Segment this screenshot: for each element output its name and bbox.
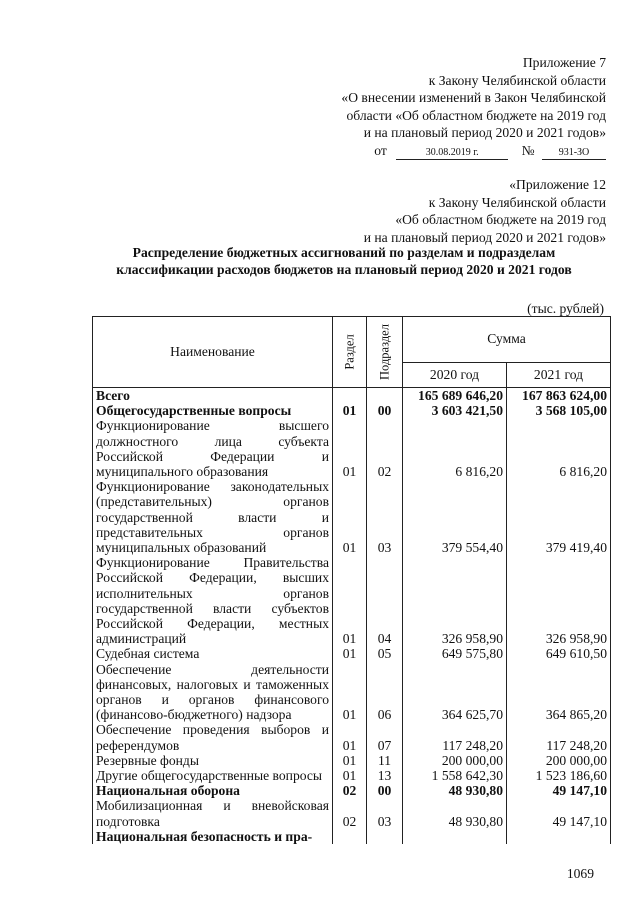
row-name: Национальная оборона <box>93 783 333 798</box>
row-amount-2021: 6 816,20 <box>507 418 611 479</box>
document-title-line-2: классификации расходов бюджетов на плановый период 2020 и 2021 годов <box>116 262 572 277</box>
table-row <box>93 479 611 555</box>
inner-appendix-header <box>364 176 606 246</box>
inner-appendix-law-name-2: и на плановый период 2020 и 2021 годов» <box>363 229 606 245</box>
row-name: Функционирование Правительства Российской Федерации, высших исполнительных органов государственной власти субъектов Российской Федерации, местных администраций <box>93 555 333 646</box>
col-header-2020: 2020 год <box>403 362 507 387</box>
row-amount-2021: 167 863 624,00 <box>507 388 611 404</box>
row-amount-2020: 117 248,20 <box>403 722 507 752</box>
table-row <box>93 646 611 661</box>
units-label: (тыс. рублей) <box>527 301 604 316</box>
col-header-section <box>333 317 367 388</box>
table-row <box>93 403 611 418</box>
appendix-law-ref: к Закону Челябинской области <box>428 72 606 88</box>
appendix-law-name-3: и на плановый период 2020 и 2021 годов» <box>363 125 606 140</box>
table-row <box>93 555 611 646</box>
page-number: 1069 <box>566 866 594 881</box>
row-amount-2020: 379 554,40 <box>403 479 507 555</box>
row-name: Национальная безопасность и пра- <box>93 829 333 844</box>
table-row <box>93 418 611 479</box>
row-section: 02 <box>333 783 367 798</box>
table-row <box>93 662 611 723</box>
appendix-date-line <box>341 142 606 160</box>
table-header <box>93 317 611 388</box>
row-name: Обеспечение проведения выборов и референдумов <box>93 722 333 752</box>
row-amount-2020: 48 930,80 <box>403 798 507 828</box>
row-subsection: 00 <box>367 783 403 798</box>
row-name: Резервные фонды <box>93 753 333 768</box>
row-name: Мобилизационная и вневойсковая подготовка <box>93 798 333 828</box>
row-name: Функционирование высшего должностного лица субъекта Российской Федерации и муниципального образования <box>93 418 333 479</box>
row-subsection: 11 <box>367 753 403 768</box>
appendix-law-name-1: «О внесении изменений в Закон Челябинской <box>341 90 606 105</box>
row-section: 01 <box>333 722 367 752</box>
row-amount-2020: 3 603 421,50 <box>403 403 507 418</box>
inner-appendix-title: «Приложение 12 <box>509 177 606 192</box>
row-subsection: 06 <box>367 662 403 723</box>
row-amount-2021: 1 523 186,60 <box>507 768 611 783</box>
row-subsection: 03 <box>367 798 403 828</box>
budget-table <box>92 316 611 844</box>
row-amount-2020 <box>403 829 507 844</box>
row-amount-2021: 326 958,90 <box>507 555 611 646</box>
row-subsection <box>367 388 403 404</box>
row-section: 01 <box>333 418 367 479</box>
col-header-sum: Сумма <box>403 317 611 363</box>
row-section <box>333 388 367 404</box>
row-subsection: 04 <box>367 555 403 646</box>
row-amount-2020: 200 000,00 <box>403 753 507 768</box>
inner-appendix-law-ref: к Закону Челябинской области <box>428 194 606 210</box>
row-amount-2021: 364 865,20 <box>507 662 611 723</box>
table-row <box>93 829 611 844</box>
row-section: 01 <box>333 662 367 723</box>
col-header-subsection <box>367 317 403 388</box>
row-subsection <box>367 829 403 844</box>
table-row <box>93 753 611 768</box>
row-name: Общегосударственные вопросы <box>93 403 333 418</box>
row-section: 01 <box>333 753 367 768</box>
row-subsection: 05 <box>367 646 403 661</box>
col-header-section-label: Раздел <box>342 334 356 370</box>
row-amount-2020: 1 558 642,30 <box>403 768 507 783</box>
row-name: Обеспечение деятельности финансовых, налоговых и таможенных органов и органов финансового (финансово-бюджетного) надзора <box>93 662 333 723</box>
number-label: № <box>521 142 535 158</box>
row-amount-2021: 379 419,40 <box>507 479 611 555</box>
appendix-title: Приложение 7 <box>522 55 606 70</box>
row-amount-2021 <box>507 829 611 844</box>
table-row <box>93 798 611 828</box>
appendix-header <box>341 54 606 160</box>
row-section: 01 <box>333 479 367 555</box>
row-subsection: 13 <box>367 768 403 783</box>
row-amount-2020: 6 816,20 <box>403 418 507 479</box>
table-row <box>93 783 611 798</box>
row-amount-2021: 3 568 105,00 <box>507 403 611 418</box>
table-row <box>93 722 611 752</box>
row-amount-2020: 364 625,70 <box>403 662 507 723</box>
row-amount-2020: 326 958,90 <box>403 555 507 646</box>
row-amount-2020: 165 689 646,20 <box>403 388 507 404</box>
row-name: Другие общегосударственные вопросы <box>93 768 333 783</box>
table-row <box>93 768 611 783</box>
row-section: 01 <box>333 646 367 661</box>
inner-appendix-law-name-1: «Об областном бюджете на 2019 год <box>395 212 606 227</box>
row-amount-2020: 649 575,80 <box>403 646 507 661</box>
row-section: 01 <box>333 403 367 418</box>
col-header-name: Наименование <box>93 317 333 388</box>
row-subsection: 00 <box>367 403 403 418</box>
law-number: 931-ЗО <box>542 147 606 160</box>
document-title <box>60 244 628 278</box>
row-section: 01 <box>333 768 367 783</box>
appendix-law-name-2: области «Об областном бюджете на 2019 год <box>346 107 606 123</box>
row-amount-2021: 117 248,20 <box>507 722 611 752</box>
row-name: Всего <box>93 388 333 404</box>
row-name: Судебная система <box>93 646 333 661</box>
col-header-subsection-label: Подраздел <box>377 324 391 380</box>
row-section <box>333 829 367 844</box>
row-section: 01 <box>333 555 367 646</box>
row-amount-2021: 200 000,00 <box>507 753 611 768</box>
col-header-2021: 2021 год <box>507 362 611 387</box>
row-subsection: 07 <box>367 722 403 752</box>
row-name: Функционирование законодательных (представительных) органов государственной власти и представительных органов муниципальных образований <box>93 479 333 555</box>
law-date: 30.08.2019 г. <box>396 147 508 160</box>
row-subsection: 02 <box>367 418 403 479</box>
table-body <box>93 388 611 845</box>
row-section: 02 <box>333 798 367 828</box>
row-amount-2021: 649 610,50 <box>507 646 611 661</box>
row-subsection: 03 <box>367 479 403 555</box>
row-amount-2021: 49 147,10 <box>507 798 611 828</box>
document-title-line-1: Распределение бюджетных ассигнований по разделам и подразделам <box>132 245 556 260</box>
table-row <box>93 388 611 404</box>
from-label: от <box>374 142 387 158</box>
row-amount-2021: 49 147,10 <box>507 783 611 798</box>
row-amount-2020: 48 930,80 <box>403 783 507 798</box>
